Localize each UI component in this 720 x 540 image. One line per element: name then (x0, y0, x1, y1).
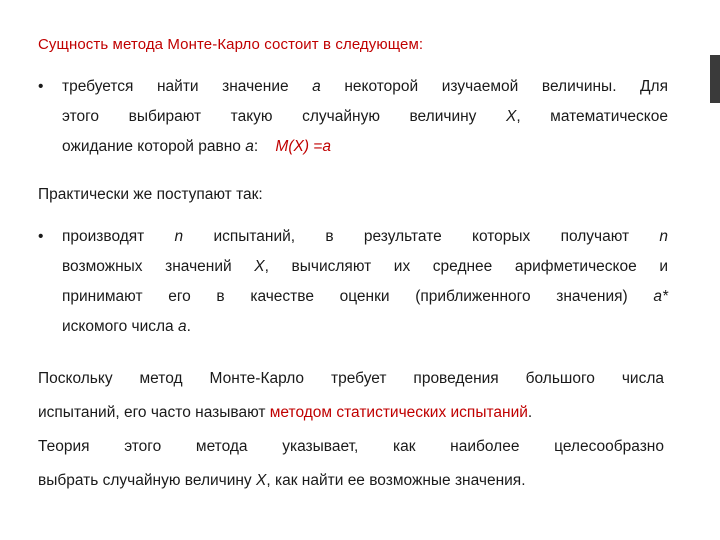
conclusion-line-1: Поскольку метод Монте-Карло требует проведения большого числа (38, 370, 664, 387)
bullet-1-line-2: этого выбирают такую случайную величину Х, математическое (62, 108, 669, 125)
bullet-2-line-2: возможных значений Х, вычисляют их среднее арифметическое и (62, 258, 668, 275)
highlighted-term: методом статистических испытаний (269, 404, 528, 421)
slide-heading: Сущность метода Монте-Карло состоит в следующем: (38, 36, 424, 53)
paragraph-conclusion (38, 362, 664, 498)
bullet-1-line-3: ожидание которой равно а: М(Х) =а (62, 138, 331, 155)
bullet-item-1 (38, 72, 668, 162)
side-accent-bar (710, 55, 720, 103)
bullet-2-line-1: производят n испытаний, в результате которых получают n (62, 228, 669, 245)
conclusion-line-4: выбрать случайную величину Х, как найти ее возможные значения. (38, 472, 526, 489)
bullet-1-line-1: требуется найти значение а некоторой изучаемой величины. Для (62, 78, 668, 95)
paragraph-practice: Практически же поступают так: (38, 186, 263, 203)
conclusion-line-2: испытаний, его часто называют методом статистических испытаний. (38, 404, 533, 421)
conclusion-line-3: Теория этого метода указывает, как наиболее целесообразно (38, 438, 664, 455)
expectation-formula: М(Х) =а (275, 138, 331, 155)
bullet-marker: • (38, 228, 44, 245)
bullet-2-line-4: искомого числа а. (62, 318, 191, 335)
bullet-item-2 (38, 222, 668, 342)
bullet-2-line-3: принимают его в качестве оценки (приближенного значения) а* (62, 288, 668, 305)
bullet-marker: • (38, 78, 44, 95)
